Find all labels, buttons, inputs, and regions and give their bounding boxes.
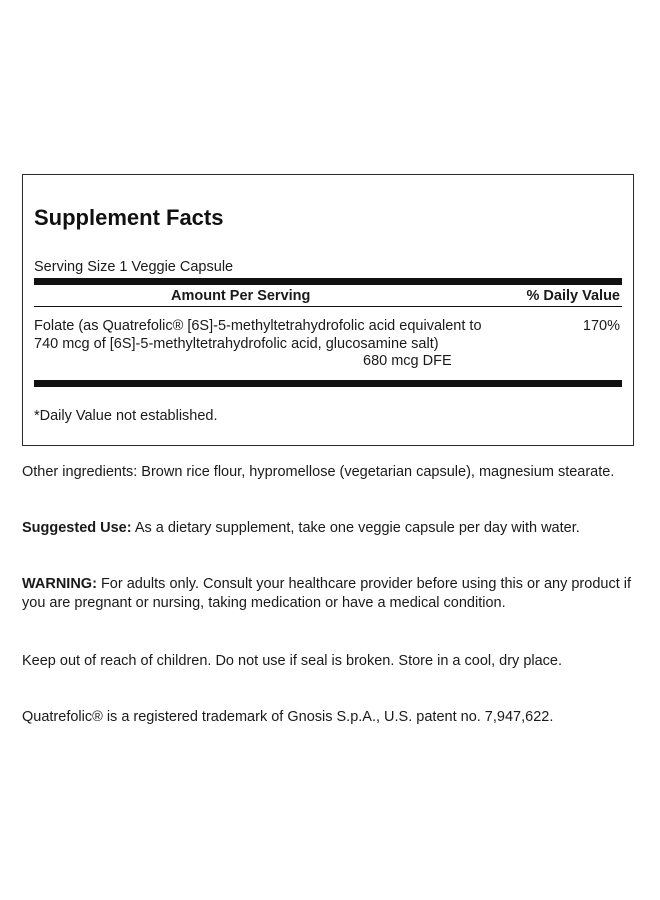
thick-divider-top bbox=[34, 278, 622, 285]
amount-per-serving-header: Amount Per Serving bbox=[171, 288, 311, 304]
supplement-facts-panel bbox=[22, 174, 634, 446]
serving-size: Serving Size 1 Veggie Capsule bbox=[34, 259, 234, 275]
facts-title: Supplement Facts bbox=[34, 205, 224, 230]
nutrient-amount: 680 mcg DFE bbox=[363, 353, 452, 369]
daily-value-footnote: *Daily Value not established. bbox=[34, 408, 218, 424]
warning-label: WARNING: bbox=[22, 576, 97, 592]
nutrient-description: Folate (as Quatrefolic® [6S]-5-methyltetrahydrofolic acid equivalent to 740 mcg of [6S]-5-methyltetrahydrofolic acid, glucosamine salt) bbox=[34, 318, 482, 352]
thick-divider-bottom bbox=[34, 380, 622, 387]
other-ingredients: Other ingredients: Brown rice flour, hypromellose (vegetarian capsule), magnesium stearate. bbox=[22, 464, 615, 480]
trademark-notice: Quatrefolic® is a registered trademark of Gnosis S.p.A., U.S. patent no. 7,947,622. bbox=[22, 709, 554, 725]
suggested-use bbox=[22, 519, 642, 538]
warning-text: For adults only. Consult your healthcare provider before using this or any product if you are pregnant or nursing, taking medication or have a medical condition. bbox=[22, 576, 632, 611]
suggested-use-label: Suggested Use: bbox=[22, 520, 132, 536]
storage-instructions: Keep out of reach of children. Do not use if seal is broken. Store in a cool, dry place. bbox=[22, 653, 563, 669]
nutrient-daily-value: 170% bbox=[582, 318, 620, 334]
thin-divider bbox=[34, 306, 622, 307]
warning bbox=[22, 575, 642, 613]
daily-value-header: % Daily Value bbox=[526, 288, 620, 304]
suggested-use-text: As a dietary supplement, take one veggie capsule per day with water. bbox=[131, 520, 580, 536]
